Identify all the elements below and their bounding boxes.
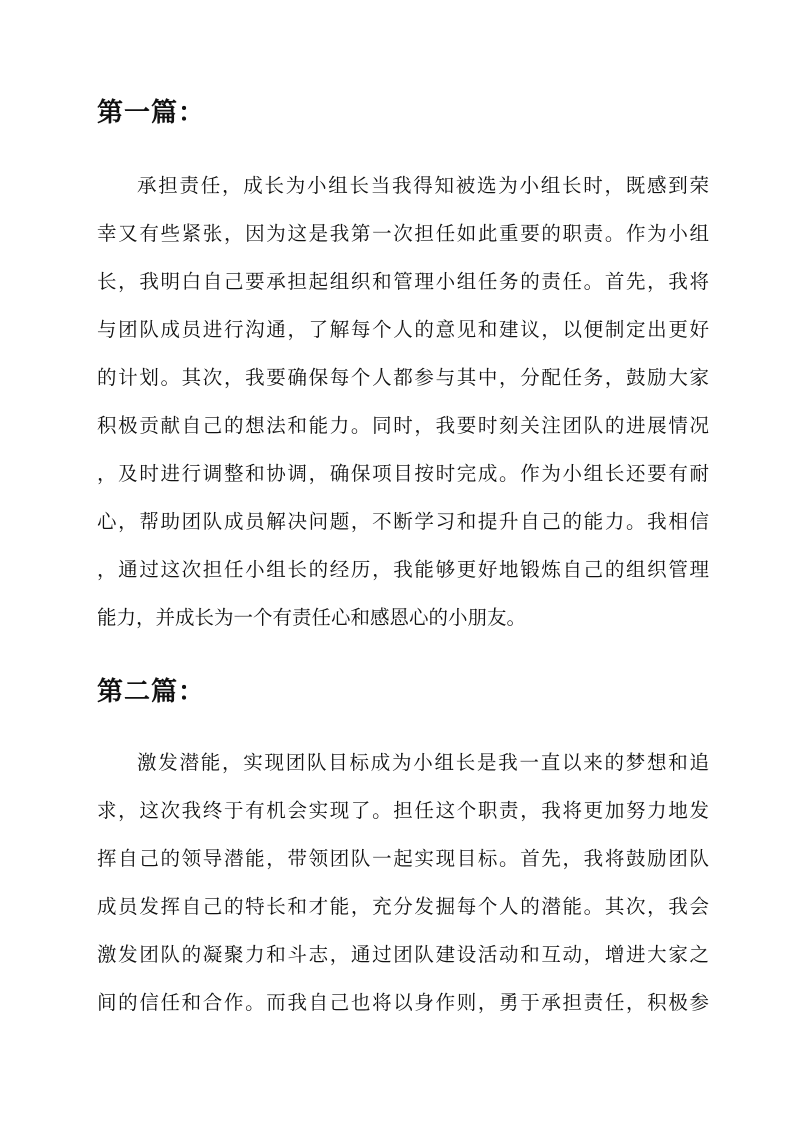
paragraph-line: ，通过这次担任小组长的经历，我能够更好地锻炼自己的组织管理 bbox=[97, 558, 709, 581]
paragraph-line: 幸又有些紧张，因为这是我第一次担任如此重要的职责。作为小组 bbox=[97, 222, 709, 245]
section-1-title: 第一篇： bbox=[97, 98, 206, 128]
section-2-title: 第二篇： bbox=[97, 677, 206, 707]
paragraph-line: ，及时进行调整和协调，确保项目按时完成。作为小组长还要有耐 bbox=[97, 462, 709, 485]
paragraph-line: 积极贡献自己的想法和能力。同时，我要时刻关注团队的进展情况 bbox=[97, 414, 709, 437]
paragraph-line: 成员发挥自己的特长和才能，充分发掘每个人的潜能。其次，我会 bbox=[97, 895, 709, 918]
paragraph-line: 与团队成员进行沟通，了解每个人的意见和建议，以便制定出更好 bbox=[97, 318, 709, 341]
paragraph-line: 心，帮助团队成员解决问题，不断学习和提升自己的能力。我相信 bbox=[97, 510, 709, 533]
paragraph-line: 激发潜能，实现团队目标成为小组长是我一直以来的梦想和追 bbox=[137, 751, 709, 774]
section-1-paragraph bbox=[97, 162, 709, 642]
paragraph-line: 激发团队的凝聚力和斗志，通过团队建设活动和互动，增进大家之 bbox=[97, 943, 709, 966]
paragraph-line: 长，我明白自己要承担起组织和管理小组任务的责任。首先，我将 bbox=[97, 270, 709, 293]
paragraph-line: 挥自己的领导潜能，带领团队一起实现目标。首先，我将鼓励团队 bbox=[97, 847, 709, 870]
paragraph-line: 间的信任和合作。而我自己也将以身作则，勇于承担责任，积极参 bbox=[97, 991, 709, 1014]
paragraph-line: 承担责任，成长为小组长当我得知被选为小组长时，既感到荣 bbox=[137, 174, 709, 197]
paragraph-line: 能力，并成长为一个有责任心和感恩心的小朋友。 bbox=[97, 606, 527, 629]
paragraph-line: 求，这次我终于有机会实现了。担任这个职责，我将更加努力地发 bbox=[97, 799, 709, 822]
section-2-paragraph bbox=[97, 739, 709, 1027]
paragraph-line: 的计划。其次，我要确保每个人都参与其中，分配任务，鼓励大家 bbox=[97, 366, 709, 389]
